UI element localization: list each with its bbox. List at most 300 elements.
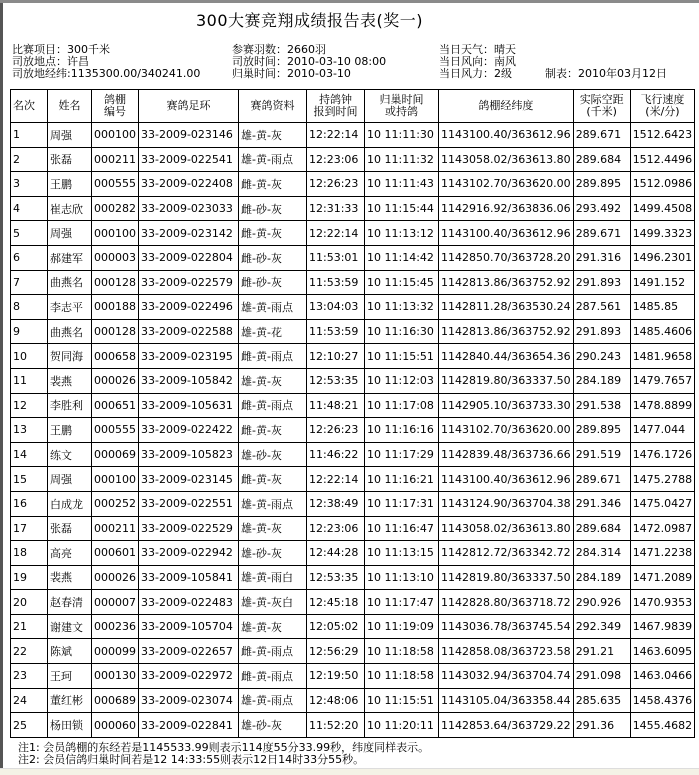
table-cell: 1142813.86/363752.92 <box>439 319 574 344</box>
table-cell: 10 11:20:11 <box>365 713 439 738</box>
table-cell: 289.684 <box>573 147 630 172</box>
table-cell: 000555 <box>92 172 139 197</box>
table-cell: 33-2009-023142 <box>139 221 239 246</box>
info-col-3 <box>439 44 516 80</box>
table-cell: 雄-黄-雨点 <box>239 491 307 516</box>
table-cell: 33-2009-022541 <box>139 147 239 172</box>
table-cell: 赵春清 <box>48 590 92 615</box>
table-row <box>11 245 695 270</box>
table-cell: 1142811.28/363530.24 <box>439 295 574 320</box>
table-cell: 33-2009-023033 <box>139 196 239 221</box>
table-row <box>11 123 695 148</box>
table-cell: 33-2009-022841 <box>139 713 239 738</box>
table-cell: 33-2009-105841 <box>139 565 239 590</box>
table-cell: 12:10:27 <box>307 344 365 369</box>
table-cell: 000099 <box>92 639 139 664</box>
table-cell: 1142853.64/363729.22 <box>439 713 574 738</box>
table-cell: 10 11:17:08 <box>365 393 439 418</box>
table-cell: 33-2009-022422 <box>139 418 239 443</box>
report-title: 300大赛竞翔成绩报告表(奖一) <box>196 11 424 30</box>
table-cell: 3 <box>11 172 48 197</box>
table-cell: 285.635 <box>573 688 630 713</box>
table-cell: 12:31:33 <box>307 196 365 221</box>
table-cell: 10 11:15:44 <box>365 196 439 221</box>
table-cell: 王珂 <box>48 664 92 689</box>
table-cell: 1143100.40/363612.96 <box>439 123 574 148</box>
table-cell: 谢建文 <box>48 614 92 639</box>
info-col-1 <box>12 44 200 80</box>
table-cell: 33-2009-022579 <box>139 270 239 295</box>
table-cell: 1472.0987 <box>630 516 695 541</box>
table-row <box>11 319 695 344</box>
table-cell: 5 <box>11 221 48 246</box>
table-header <box>11 90 695 123</box>
table-cell: 张磊 <box>48 147 92 172</box>
table-cell: 10 11:19:09 <box>365 614 439 639</box>
table-row <box>11 270 695 295</box>
table-row <box>11 541 695 566</box>
table-cell: 284.314 <box>573 541 630 566</box>
table-cell: 董红彬 <box>48 688 92 713</box>
table-cell: 裴燕 <box>48 565 92 590</box>
table-cell: 1496.2301 <box>630 245 695 270</box>
table-cell: 1142828.80/363718.72 <box>439 590 574 615</box>
table-cell: 33-2009-023074 <box>139 688 239 713</box>
table-cell: 33-2009-023145 <box>139 467 239 492</box>
table-cell: 000007 <box>92 590 139 615</box>
table-cell: 10 11:17:31 <box>365 491 439 516</box>
table-cell: 10 11:13:15 <box>365 541 439 566</box>
table-cell: 1143058.02/363613.80 <box>439 516 574 541</box>
column-header: 赛鸽资料 <box>239 90 307 123</box>
table-cell: 11:53:59 <box>307 270 365 295</box>
table-cell: 1491.152 <box>630 270 695 295</box>
table-cell: 10 11:15:45 <box>365 270 439 295</box>
wind-force: 当日风力：2级 <box>439 67 512 80</box>
release-place: 司放地点：许昌 <box>12 55 89 68</box>
table-cell: 12:45:18 <box>307 590 365 615</box>
table-cell: 12:23:06 <box>307 516 365 541</box>
table-cell: 33-2009-022657 <box>139 639 239 664</box>
table-cell: 15 <box>11 467 48 492</box>
table-cell: 293.492 <box>573 196 630 221</box>
table-cell: 2 <box>11 147 48 172</box>
table-cell: 25 <box>11 713 48 738</box>
table-cell: 1475.2788 <box>630 467 695 492</box>
table-cell: 郝建军 <box>48 245 92 270</box>
table-cell: 12:53:35 <box>307 368 365 393</box>
table-cell: 1479.7657 <box>630 368 695 393</box>
table-row <box>11 393 695 418</box>
table-cell: 10 11:18:58 <box>365 664 439 689</box>
table-cell: 10 11:11:32 <box>365 147 439 172</box>
table-cell: 1478.8899 <box>630 393 695 418</box>
note-1: 注1: 会员鸽棚的东经若是1145533.99则表示114度55分33.99秒，纬度同样表示。 <box>18 741 430 754</box>
table-cell: 000658 <box>92 344 139 369</box>
table-cell: 雄-黄-灰白 <box>239 590 307 615</box>
table-cell: 10 11:13:12 <box>365 221 439 246</box>
table-cell: 雌-黄-灰 <box>239 221 307 246</box>
table-row <box>11 295 695 320</box>
column-header: 鸽棚 编号 <box>92 90 139 123</box>
table-cell: 33-2009-022408 <box>139 172 239 197</box>
table-cell: 12:23:06 <box>307 147 365 172</box>
table-cell: 1142813.86/363752.92 <box>439 270 574 295</box>
table-cell: 雌-砂-灰 <box>239 196 307 221</box>
table-cell: 13 <box>11 418 48 443</box>
table-cell: 000060 <box>92 713 139 738</box>
release-coords: 司放地经纬:1135300.00/340241.00 <box>12 67 201 80</box>
table-row <box>11 713 695 738</box>
table-cell: 12:53:35 <box>307 565 365 590</box>
table-cell: 9 <box>11 319 48 344</box>
table-cell: 1481.9658 <box>630 344 695 369</box>
table-cell: 雌-黄-雨点 <box>239 393 307 418</box>
table-cell: 10 <box>11 344 48 369</box>
table-cell: 雄-黄-雨点 <box>239 688 307 713</box>
table-cell: 33-2009-022551 <box>139 491 239 516</box>
table-cell: 10 11:15:51 <box>365 344 439 369</box>
table-cell: 20 <box>11 590 48 615</box>
table-cell: 284.189 <box>573 565 630 590</box>
table-cell: 33-2009-023195 <box>139 344 239 369</box>
table-cell: 10 11:16:21 <box>365 467 439 492</box>
table-cell: 1 <box>11 123 48 148</box>
table-cell: 白成龙 <box>48 491 92 516</box>
table-cell: 291.893 <box>573 319 630 344</box>
table-cell: 33-2009-022483 <box>139 590 239 615</box>
table-row <box>11 565 695 590</box>
table-cell: 12:38:49 <box>307 491 365 516</box>
table-row <box>11 172 695 197</box>
table-cell: 33-2009-105823 <box>139 442 239 467</box>
table-cell: 14 <box>11 442 48 467</box>
table-cell: 10 11:16:30 <box>365 319 439 344</box>
table-cell: 33-2009-022942 <box>139 541 239 566</box>
table-cell: 33-2009-022496 <box>139 295 239 320</box>
table-cell: 289.671 <box>573 123 630 148</box>
table-cell: 雄-砂-灰 <box>239 442 307 467</box>
table-cell: 1475.0427 <box>630 491 695 516</box>
table-row <box>11 639 695 664</box>
table-cell: 12:56:29 <box>307 639 365 664</box>
table-cell: 雌-黄-灰 <box>239 418 307 443</box>
table-cell: 289.895 <box>573 418 630 443</box>
table-row <box>11 344 695 369</box>
results-table <box>10 89 695 738</box>
table-cell: 李志平 <box>48 295 92 320</box>
table-cell: 曲燕名 <box>48 270 92 295</box>
table-cell: 290.926 <box>573 590 630 615</box>
table-cell: 284.189 <box>573 368 630 393</box>
table-cell: 12:22:14 <box>307 221 365 246</box>
window-left-border <box>0 3 3 771</box>
table-cell: 291.36 <box>573 713 630 738</box>
table-cell: 1470.9353 <box>630 590 695 615</box>
table-cell: 18 <box>11 541 48 566</box>
made-date: 制表：2010年03月12日 <box>545 67 667 80</box>
table-cell: 1143124.90/363704.38 <box>439 491 574 516</box>
table-cell: 张磊 <box>48 516 92 541</box>
table-cell: 291.316 <box>573 245 630 270</box>
table-row <box>11 196 695 221</box>
table-cell: 6 <box>11 245 48 270</box>
table-cell: 高亮 <box>48 541 92 566</box>
table-cell: 17 <box>11 516 48 541</box>
table-cell: 000211 <box>92 516 139 541</box>
table-cell: 4 <box>11 196 48 221</box>
table-cell: 11:53:01 <box>307 245 365 270</box>
release-time: 司放时间：2010-03-10 08:00 <box>232 55 387 68</box>
table-row <box>11 664 695 689</box>
table-cell: 289.684 <box>573 516 630 541</box>
wind-direction: 当日风向：南风 <box>439 55 516 68</box>
column-header: 名次 <box>11 90 48 123</box>
table-cell: 33-2009-022588 <box>139 319 239 344</box>
table-cell: 1142839.48/363736.66 <box>439 442 574 467</box>
table-cell: 雌-黄-灰 <box>239 467 307 492</box>
column-header: 姓名 <box>48 90 92 123</box>
table-cell: 291.21 <box>573 639 630 664</box>
table-row <box>11 147 695 172</box>
table-cell: 1463.6095 <box>630 639 695 664</box>
table-cell: 33-2009-022972 <box>139 664 239 689</box>
table-cell: 1143058.02/363613.80 <box>439 147 574 172</box>
table-cell: 1485.85 <box>630 295 695 320</box>
table-cell: 杨田锁 <box>48 713 92 738</box>
table-cell: 289.671 <box>573 221 630 246</box>
table-cell: 000236 <box>92 614 139 639</box>
table-cell: 289.895 <box>573 172 630 197</box>
table-cell: 23 <box>11 664 48 689</box>
table-row <box>11 590 695 615</box>
table-cell: 雌-黄-雨点 <box>239 639 307 664</box>
table-cell: 1499.3323 <box>630 221 695 246</box>
table-cell: 1143032.94/363704.74 <box>439 664 574 689</box>
table-cell: 291.538 <box>573 393 630 418</box>
table-cell: 11:53:59 <box>307 319 365 344</box>
table-cell: 雄-黄-灰 <box>239 516 307 541</box>
event: 比赛项目：300千米 <box>12 43 110 56</box>
table-cell: 33-2009-023146 <box>139 123 239 148</box>
table-cell: 雌-黄-雨点 <box>239 344 307 369</box>
table-cell: 000130 <box>92 664 139 689</box>
table-cell: 雄-黄-灰 <box>239 123 307 148</box>
table-cell: 1143102.70/363620.00 <box>439 172 574 197</box>
entries: 参赛羽数：2660羽 <box>232 43 326 56</box>
table-row <box>11 467 695 492</box>
table-cell: 1512.6423 <box>630 123 695 148</box>
table-cell: 1463.0466 <box>630 664 695 689</box>
table-cell: 雄-砂-灰 <box>239 713 307 738</box>
table-cell: 1455.4682 <box>630 713 695 738</box>
table-cell: 291.893 <box>573 270 630 295</box>
table-row <box>11 442 695 467</box>
table-cell: 雄-黄-雨点 <box>239 147 307 172</box>
table-cell: 10 11:16:47 <box>365 516 439 541</box>
table-cell: 33-2009-105704 <box>139 614 239 639</box>
table-cell: 33-2009-105631 <box>139 393 239 418</box>
table-cell: 000128 <box>92 319 139 344</box>
table-cell: 12:22:14 <box>307 467 365 492</box>
table-cell: 陈斌 <box>48 639 92 664</box>
table-cell: 291.098 <box>573 664 630 689</box>
table-cell: 1471.2238 <box>630 541 695 566</box>
table-cell: 曲燕名 <box>48 319 92 344</box>
table-cell: 10 11:18:58 <box>365 639 439 664</box>
table-cell: 10 11:17:47 <box>365 590 439 615</box>
table-cell: 1471.2089 <box>630 565 695 590</box>
table-cell: 李胜利 <box>48 393 92 418</box>
table-cell: 287.561 <box>573 295 630 320</box>
table-cell: 000026 <box>92 368 139 393</box>
table-cell: 000188 <box>92 295 139 320</box>
table-cell: 雄-黄-花 <box>239 319 307 344</box>
table-cell: 崔志欣 <box>48 196 92 221</box>
table-cell: 周强 <box>48 221 92 246</box>
table-cell: 贺同海 <box>48 344 92 369</box>
table-cell: 11:46:22 <box>307 442 365 467</box>
return-time: 归巢时间：2010-03-10 <box>232 67 351 80</box>
table-cell: 雄-黄-灰 <box>239 614 307 639</box>
notes <box>18 742 429 766</box>
table-cell: 33-2009-105842 <box>139 368 239 393</box>
table-cell: 雄-黄-灰 <box>239 368 307 393</box>
table-cell: 雌-砂-灰 <box>239 245 307 270</box>
table-cell: 000003 <box>92 245 139 270</box>
table-cell: 16 <box>11 491 48 516</box>
table-cell: 10 11:12:03 <box>365 368 439 393</box>
table-cell: 291.519 <box>573 442 630 467</box>
table-cell: 雄-黄-雨白 <box>239 565 307 590</box>
table-cell: 1142840.44/363654.36 <box>439 344 574 369</box>
table-cell: 8 <box>11 295 48 320</box>
table-cell: 10 11:15:51 <box>365 688 439 713</box>
table-cell: 雄-黄-雨点 <box>239 295 307 320</box>
table-cell: 1477.044 <box>630 418 695 443</box>
table-cell: 王鹏 <box>48 418 92 443</box>
table-cell: 12 <box>11 393 48 418</box>
table-cell: 雄-砂-灰 <box>239 541 307 566</box>
table-cell: 10 11:14:42 <box>365 245 439 270</box>
table-cell: 291.346 <box>573 491 630 516</box>
weather: 当日天气：晴天 <box>439 43 516 56</box>
table-cell: 000601 <box>92 541 139 566</box>
column-header: 实际空距 (千米) <box>573 90 630 123</box>
table-cell: 练文 <box>48 442 92 467</box>
table-cell: 12:44:28 <box>307 541 365 566</box>
table-cell: 33-2009-022804 <box>139 245 239 270</box>
table-cell: 000100 <box>92 467 139 492</box>
table-cell: 1142819.80/363337.50 <box>439 368 574 393</box>
table-cell: 000689 <box>92 688 139 713</box>
table-row <box>11 418 695 443</box>
table-cell: 7 <box>11 270 48 295</box>
table-cell: 12:26:23 <box>307 418 365 443</box>
table-cell: 1142850.70/363728.20 <box>439 245 574 270</box>
table-cell: 1512.0986 <box>630 172 695 197</box>
table-cell: 19 <box>11 565 48 590</box>
table-cell: 1467.9839 <box>630 614 695 639</box>
table-cell: 12:22:14 <box>307 123 365 148</box>
table-cell: 000252 <box>92 491 139 516</box>
note-2: 注2: 会员信鸽归巢时间若是12 14:33:55则表示12日14时33分55秒。 <box>18 753 365 766</box>
table-cell: 22 <box>11 639 48 664</box>
table-cell: 雌-黄-灰 <box>239 172 307 197</box>
table-cell: 290.243 <box>573 344 630 369</box>
table-cell: 21 <box>11 614 48 639</box>
table-cell: 1142819.80/363337.50 <box>439 565 574 590</box>
table-cell: 000651 <box>92 393 139 418</box>
column-header: 鸽棚经纬度 <box>439 90 574 123</box>
table-cell: 1512.4496 <box>630 147 695 172</box>
table-cell: 1143100.40/363612.96 <box>439 221 574 246</box>
table-cell: 292.349 <box>573 614 630 639</box>
table-cell: 1143102.70/363620.00 <box>439 418 574 443</box>
table-cell: 1458.4376 <box>630 688 695 713</box>
table-cell: 10 11:11:30 <box>365 123 439 148</box>
table-cell: 1142905.10/363733.30 <box>439 393 574 418</box>
table-cell: 周强 <box>48 123 92 148</box>
table-cell: 12:19:50 <box>307 664 365 689</box>
table-cell: 12:48:06 <box>307 688 365 713</box>
info-col-2 <box>232 44 386 80</box>
table-cell: 雌-黄-雨点 <box>239 664 307 689</box>
table-cell: 1142812.72/363342.72 <box>439 541 574 566</box>
table-cell: 1142858.08/363723.58 <box>439 639 574 664</box>
table-row <box>11 368 695 393</box>
table-row <box>11 491 695 516</box>
table-cell: 000026 <box>92 565 139 590</box>
table-cell: 000555 <box>92 418 139 443</box>
table-cell: 1485.4606 <box>630 319 695 344</box>
table-cell: 周强 <box>48 467 92 492</box>
column-header: 持鸽钟 报到时间 <box>307 90 365 123</box>
table-cell: 289.671 <box>573 467 630 492</box>
table-cell: 1143100.40/363612.96 <box>439 467 574 492</box>
table-cell: 12:05:02 <box>307 614 365 639</box>
table-row <box>11 516 695 541</box>
table-cell: 10 11:16:16 <box>365 418 439 443</box>
table-cell: 000100 <box>92 221 139 246</box>
table-cell: 33-2009-022529 <box>139 516 239 541</box>
table-cell: 000211 <box>92 147 139 172</box>
table-cell: 000069 <box>92 442 139 467</box>
table-cell: 10 11:11:43 <box>365 172 439 197</box>
column-header: 归巢时间 或持鸽 <box>365 90 439 123</box>
table-cell: 24 <box>11 688 48 713</box>
column-header: 赛鸽足环 <box>139 90 239 123</box>
column-header: 飞行速度 (米/分) <box>630 90 695 123</box>
table-cell: 11:52:20 <box>307 713 365 738</box>
table-cell: 王鹏 <box>48 172 92 197</box>
table-cell: 000282 <box>92 196 139 221</box>
table-cell: 1143105.04/363358.44 <box>439 688 574 713</box>
table-cell: 000100 <box>92 123 139 148</box>
table-cell: 1143036.78/363745.54 <box>439 614 574 639</box>
table-cell: 13:04:03 <box>307 295 365 320</box>
table-cell: 11:48:21 <box>307 393 365 418</box>
table-cell: 10 11:17:29 <box>365 442 439 467</box>
window-top-border <box>0 0 699 3</box>
table-cell: 11 <box>11 368 48 393</box>
table-cell: 000128 <box>92 270 139 295</box>
table-cell: 10 11:13:10 <box>365 565 439 590</box>
table-row <box>11 688 695 713</box>
table-cell: 10 11:13:32 <box>365 295 439 320</box>
table-cell: 12:26:23 <box>307 172 365 197</box>
table-row <box>11 221 695 246</box>
